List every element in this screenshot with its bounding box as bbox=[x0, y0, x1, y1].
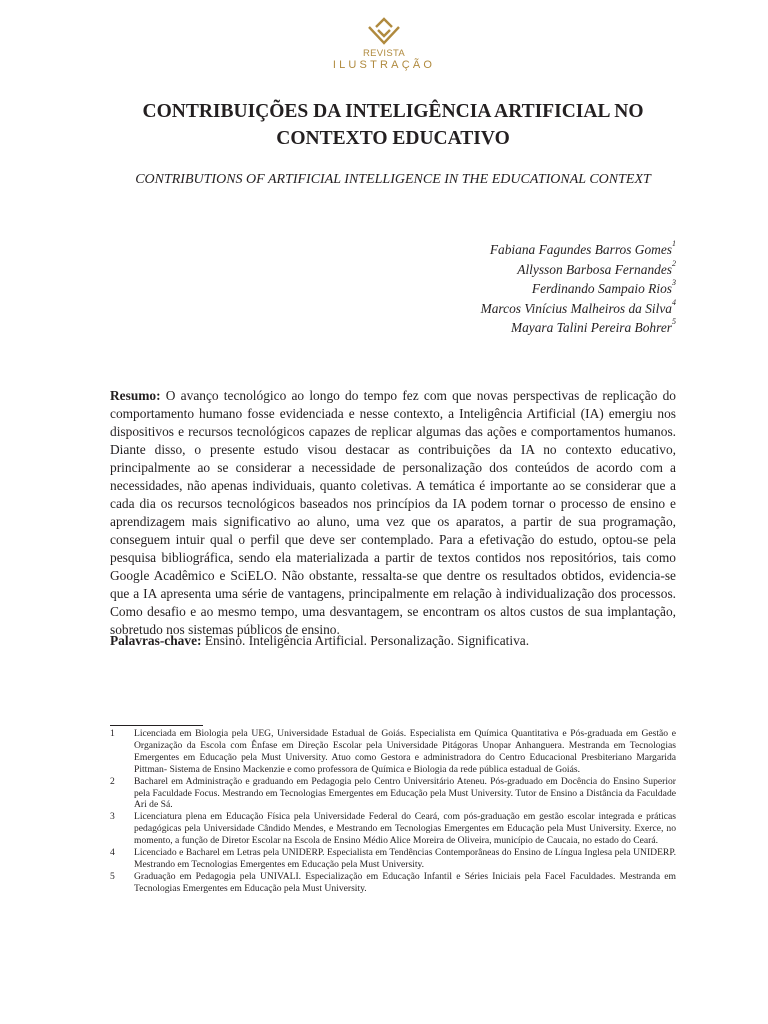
author-footnote-ref[interactable]: 3 bbox=[672, 278, 676, 287]
footnote-text: Licenciado e Bacharel em Letras pela UNIDERP. Especialista em Tendências Contemporâneas do Ensino de Língua Inglesa pela UNIDERP. Mestrando em Tecnologias Emergentes em Educação pela Must University. bbox=[134, 847, 676, 870]
footnote-number: 3 bbox=[110, 811, 115, 823]
journal-logo bbox=[0, 16, 768, 72]
keywords-text: Ensino. Inteligência Artificial. Personalização. Significativa. bbox=[201, 633, 530, 648]
footnote-number: 2 bbox=[110, 775, 115, 787]
footnote-divider bbox=[110, 725, 203, 726]
author-item bbox=[481, 279, 676, 299]
author-footnote-ref[interactable]: 5 bbox=[672, 317, 676, 326]
author-footnote-ref[interactable]: 1 bbox=[672, 239, 676, 248]
footnote-text: Graduação em Pedagogia pela UNIVALI. Especialização em Educação Infantil e Séries Iniciais pela Facel Faculdades. Mestranda em Tecnologias Emergentes em Educação pela Must University. bbox=[134, 870, 676, 894]
author-name: Marcos Vinícius Malheiros da Silva bbox=[480, 300, 672, 316]
logo-line-ilustracao: ILUSTRAÇÃO bbox=[332, 59, 436, 71]
author-item bbox=[481, 318, 676, 338]
footnote-text: Licenciatura plena em Educação Física pela Universidade Federal do Ceará, com pós-graduação em gestão escolar integrada e práticas pedagógicas pela Universidade Cândido Mendes, e Mestrando em Tecnologias Emergentes em Educação pela Must University. Exerce, no momento, a função de Diretor Escolar na Escola de Ensino Médio Alice Moreira de Oliveira, município de Caucaia, no estado do Ceará. bbox=[134, 811, 676, 847]
footnote-text: Bacharel em Administração e graduando em Pedagogia pelo Centro Universitário Ateneu. Pós-graduado em Docência do Ensino Superior pela Faculdade Focus. Mestrando em Tecnologias Emergentes em Educação pela Must University. Tutor de Ensino a Distância da Faculdade Ari de Sá. bbox=[134, 775, 676, 811]
diamond-logo-icon bbox=[364, 16, 404, 48]
footnote-item bbox=[110, 811, 676, 847]
author-list bbox=[481, 240, 676, 338]
author-footnote-ref[interactable]: 2 bbox=[672, 258, 676, 268]
author-name: Fabiana Fagundes Barros Gomes bbox=[489, 242, 672, 257]
keywords bbox=[110, 632, 676, 650]
abstract-text: O avanço tecnológico ao longo do tempo fez com que novas perspectivas de replicação do comportamento humano fosse evidenciada e nesse contexto, a Inteligência Artificial (IA) emergiu nos dispositivos e recursos tecnológicos capazes de replicar algumas das ações e comportamentos humanos. Diante disso, o presente estudo visou destacar as contribuições da IA no contexto educativo, principalmente ao se considerar a necessidade de personalização dos conteúdos de acordo com a necessidades, não apenas individuais, quanto coletivas. A temática é importante ao se considerar que a cada dia os recursos tecnológicos baseados nos princípios da IA podem tornar o processo de ensino e aprendizagem mais significativo ao aluno, uma vez que os aparatos, a partir de sua programação, conseguem intuir qual o perfil que deve ser contemplado. Para a efetivação do estudo, optou-se pela pesquisa bibliográfica, sendo ela materializada a partir de textos contidos nos repositórios, tais como Google Acadêmico e SciELO. Não obstante, ressalta-se que dentre os resultados obtidos, evidencia-se que a IA apresenta uma série de vantagens, principalmente em relação à individualização dos processos. Como desafio e ao mesmo tempo, uma desvantagem, se encontram os altos custos de sua implantação, sobretudo nos sistemas públicos de ensino. bbox=[110, 388, 676, 637]
footnote-item bbox=[110, 728, 676, 776]
logo-line-revista: REVISTA bbox=[362, 48, 406, 59]
page-subtitle: CONTRIBUTIONS OF ARTIFICIAL INTELLIGENCE IN THE EDUCATIONAL CONTEXT bbox=[135, 172, 651, 187]
abstract-label: Resumo: bbox=[110, 388, 161, 403]
page-title: CONTRIBUIÇÕES DA INTELIGÊNCIA ARTIFICIAL NO CONTEXTO EDUCATIVO bbox=[142, 101, 644, 149]
footnote-text: Licenciada em Biologia pela UEG, Universidade Estadual de Goiás. Especialista em Química Quantitativa e Pós-graduada em Gestão e Organização da Escola com Ênfase em Direção Escolar pela Universidade Pitágoras Unopar Anhanguera. Mestranda em Tecnologias Emergentes em Educação pela Must University. Atuo como Gestora e administradora do Centro Educacional Presbiteriano Margarida Pittman- Sistema de Ensino Mackenzie e como professora de Química e Biologia da rede pública estadual de Goiás. bbox=[134, 728, 676, 775]
author-footnote-ref[interactable]: 4 bbox=[672, 297, 676, 307]
footnote-number: 1 bbox=[110, 728, 115, 739]
footnotes bbox=[110, 728, 676, 895]
author-name: Ferdinando Sampaio Rios bbox=[531, 281, 672, 296]
author-name: Mayara Talini Pereira Bohrer bbox=[510, 320, 672, 335]
author-item bbox=[481, 260, 676, 280]
footnote-number: 4 bbox=[110, 847, 115, 859]
keywords-label: Palavras-chave: bbox=[110, 633, 202, 648]
footnote-item bbox=[110, 776, 676, 812]
author-name: Allysson Barbosa Fernandes bbox=[517, 261, 672, 277]
footnote-number: 5 bbox=[110, 870, 115, 882]
author-item bbox=[481, 299, 676, 319]
author-item bbox=[481, 240, 676, 260]
abstract bbox=[110, 387, 676, 639]
footnote-item bbox=[110, 871, 676, 895]
footnote-item bbox=[110, 847, 676, 871]
